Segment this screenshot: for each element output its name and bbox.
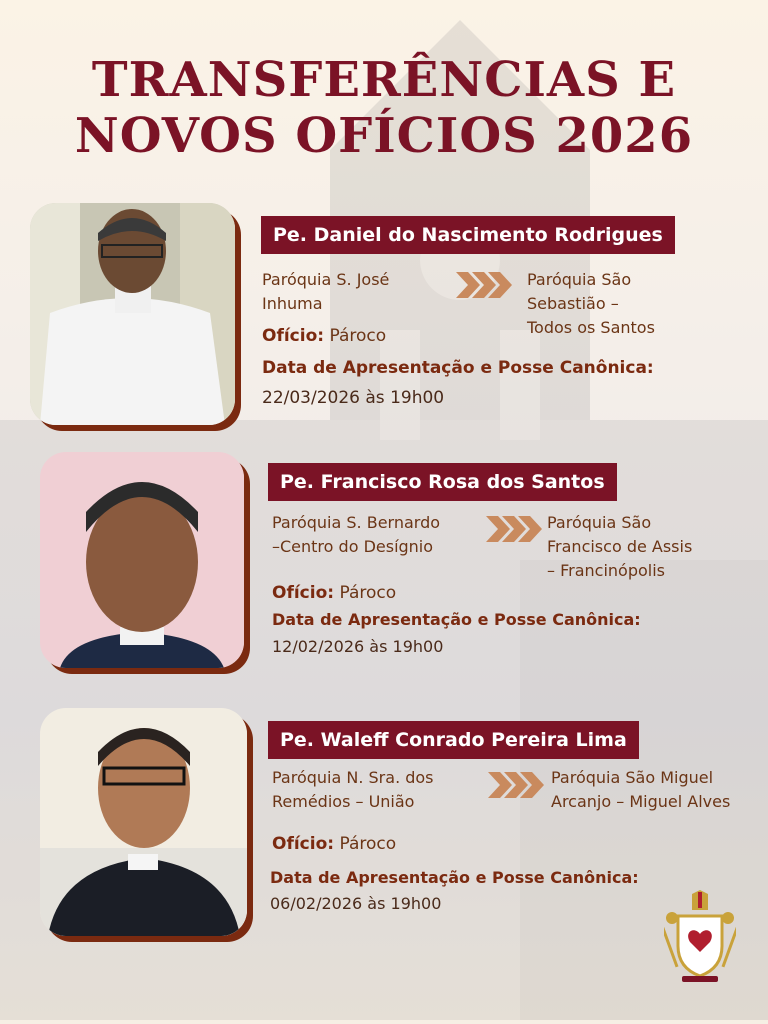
- page-title-line2: NOVOS OFÍCIOS 2026: [74, 108, 694, 164]
- office-line: [262, 324, 386, 348]
- office-label: Ofício:: [272, 834, 335, 854]
- priest-photo: [30, 203, 235, 425]
- date-value: 12/02/2026 às 19h00: [272, 637, 444, 656]
- to-parish: Paróquia São Sebastião – Todos os Santos: [527, 270, 655, 337]
- priest-name: Pe. Daniel do Nascimento Rodrigues: [261, 216, 675, 254]
- office-value: Pároco: [329, 326, 387, 346]
- priest-name: Pe. Francisco Rosa dos Santos: [268, 463, 617, 501]
- from-parish: Paróquia N. Sra. dos Remédios – União: [272, 768, 434, 811]
- date-label: Data de Apresentação e Posse Canônica:: [262, 358, 654, 378]
- transfer-arrows-icon: [456, 272, 512, 298]
- from-parish: Paróquia S. Bernardo –Centro do Desígnio: [272, 513, 441, 556]
- office-line: [272, 581, 396, 605]
- page-title-line1: TRANSFERÊNCIAS E: [91, 52, 677, 108]
- date-label: Data de Apresentação e Posse Canônica:: [272, 610, 641, 629]
- office-value: Pároco: [339, 583, 397, 603]
- priest-photo: [40, 452, 244, 668]
- transfer-arrows-icon: [486, 516, 542, 542]
- to-parish: Paróquia São Miguel Arcanjo – Miguel Alves: [551, 768, 731, 811]
- from-parish: Paróquia S. José Inhuma: [262, 270, 390, 313]
- diocese-crest-icon: [664, 890, 736, 986]
- date-label: Data de Apresentação e Posse Canônica:: [270, 868, 639, 887]
- priest-photo: [40, 708, 247, 936]
- to-parish: Paróquia São Francisco de Assis – Francinópolis: [547, 513, 693, 580]
- office-line: [272, 832, 396, 856]
- transfer-arrows-icon: [488, 772, 544, 798]
- office-value: Pároco: [339, 834, 397, 854]
- office-label: Ofício:: [272, 583, 335, 603]
- date-value: 06/02/2026 às 19h00: [270, 894, 442, 913]
- priest-name: Pe. Waleff Conrado Pereira Lima: [268, 721, 639, 759]
- date-value: 22/03/2026 às 19h00: [262, 388, 445, 408]
- office-label: Ofício:: [262, 326, 325, 346]
